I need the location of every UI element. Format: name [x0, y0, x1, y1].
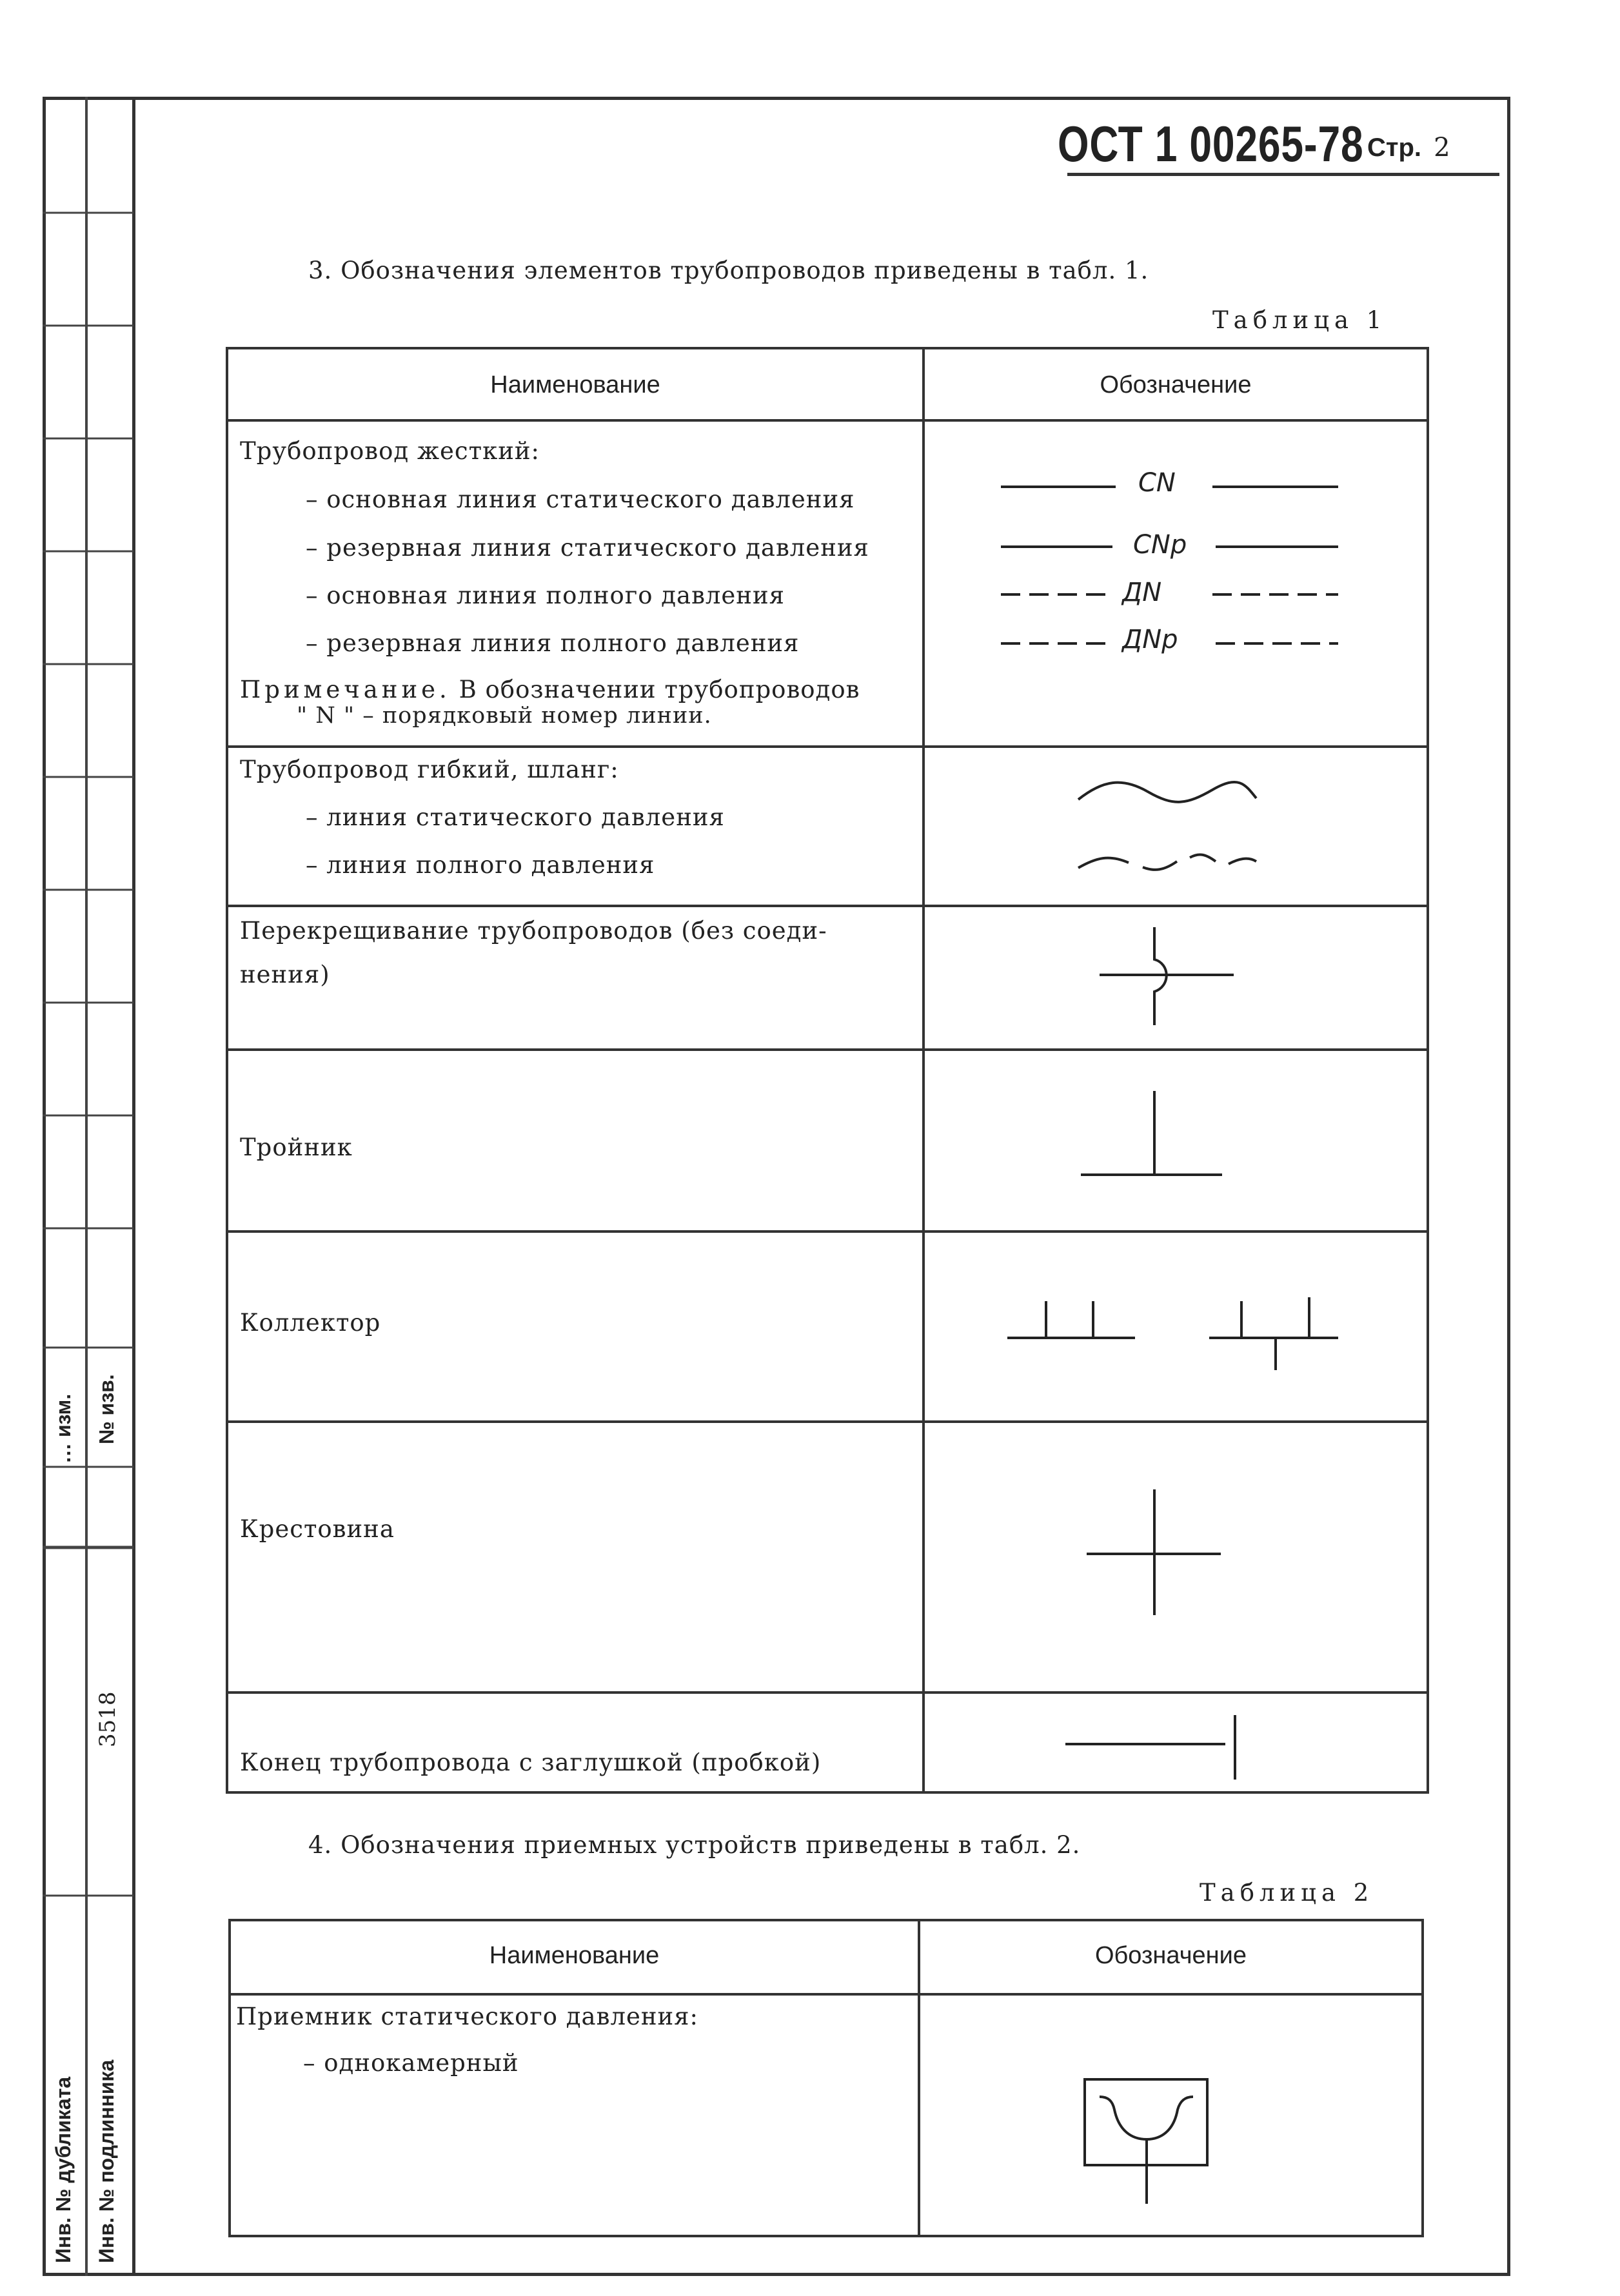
row-receiver-title: Приемник статического давления: [236, 2003, 698, 2030]
table2-header-symbol: Обозначение [1094, 1942, 1247, 1969]
symbol-cn: CN [1138, 468, 1176, 498]
code-label: 3518 [95, 1691, 121, 1747]
row-crosspiece-title: Крестовина [240, 1515, 395, 1543]
row-rigid-title: Трубопровод жесткий: [240, 437, 540, 465]
row-tee-title: Тройник [240, 1133, 353, 1161]
row-receiver-item-1: – однокамерный [303, 2049, 519, 2077]
page-number: 2 [1434, 133, 1450, 162]
duplicate-label: Инв. № дубликата [52, 2076, 75, 2263]
table1-header-symbol: Обозначение [1100, 371, 1252, 398]
row-cross-title: Перекрещивание трубопроводов (без соеди- [240, 917, 827, 945]
table2-header-name: Наименование [489, 1942, 660, 1969]
row-rigid-item-3: – основная линия полного давления [306, 582, 785, 609]
symbol-dnp: ДNp [1122, 625, 1178, 654]
rev-label: … изм. [52, 1393, 75, 1464]
row-flex-item-2: – линия полного давления [306, 851, 655, 879]
table1-header-name: Наименование [490, 371, 660, 398]
page-label: Стр. [1367, 133, 1422, 162]
symbol-dn: ДN [1122, 578, 1162, 607]
table2-caption: Таблица 2 [1200, 1879, 1374, 1907]
standard-number: ОСТ 1 00265-78 [1058, 115, 1364, 172]
original-label: Инв. № подлинника [95, 2059, 118, 2263]
symbol-cnp: CNp [1133, 530, 1187, 560]
section3-text: 3. Обозначения элементов трубопроводов приведены в табл. 1. [308, 257, 1149, 284]
note-label: Примечание. [240, 676, 451, 703]
row-rigid-item-2: – резервная линия статического давления [306, 534, 869, 562]
row-flex-item-1: – линия статического давления [306, 803, 725, 831]
section4-text: 4. Обозначения приемных устройств приведены в табл. 2. [308, 1831, 1081, 1859]
row-cross-title-2: нения) [240, 961, 330, 988]
row-rigid-item-1: – основная линия статического давления [306, 486, 855, 513]
table1-caption: Таблица 1 [1212, 306, 1387, 334]
row-rigid-item-4: – резервная линия полного давления [306, 629, 800, 657]
row-flex-title: Трубопровод гибкий, шланг: [240, 756, 619, 783]
row-endcap-title: Конец трубопровода с заглушкой (пробкой) [240, 1749, 822, 1776]
note-text: В обозначении трубопроводов [459, 676, 860, 703]
row-collector-title: Коллектор [240, 1309, 381, 1337]
row-rigid-note-2: " N " – порядковый номер линии. [297, 703, 712, 729]
num-label: № изв. [95, 1374, 118, 1444]
